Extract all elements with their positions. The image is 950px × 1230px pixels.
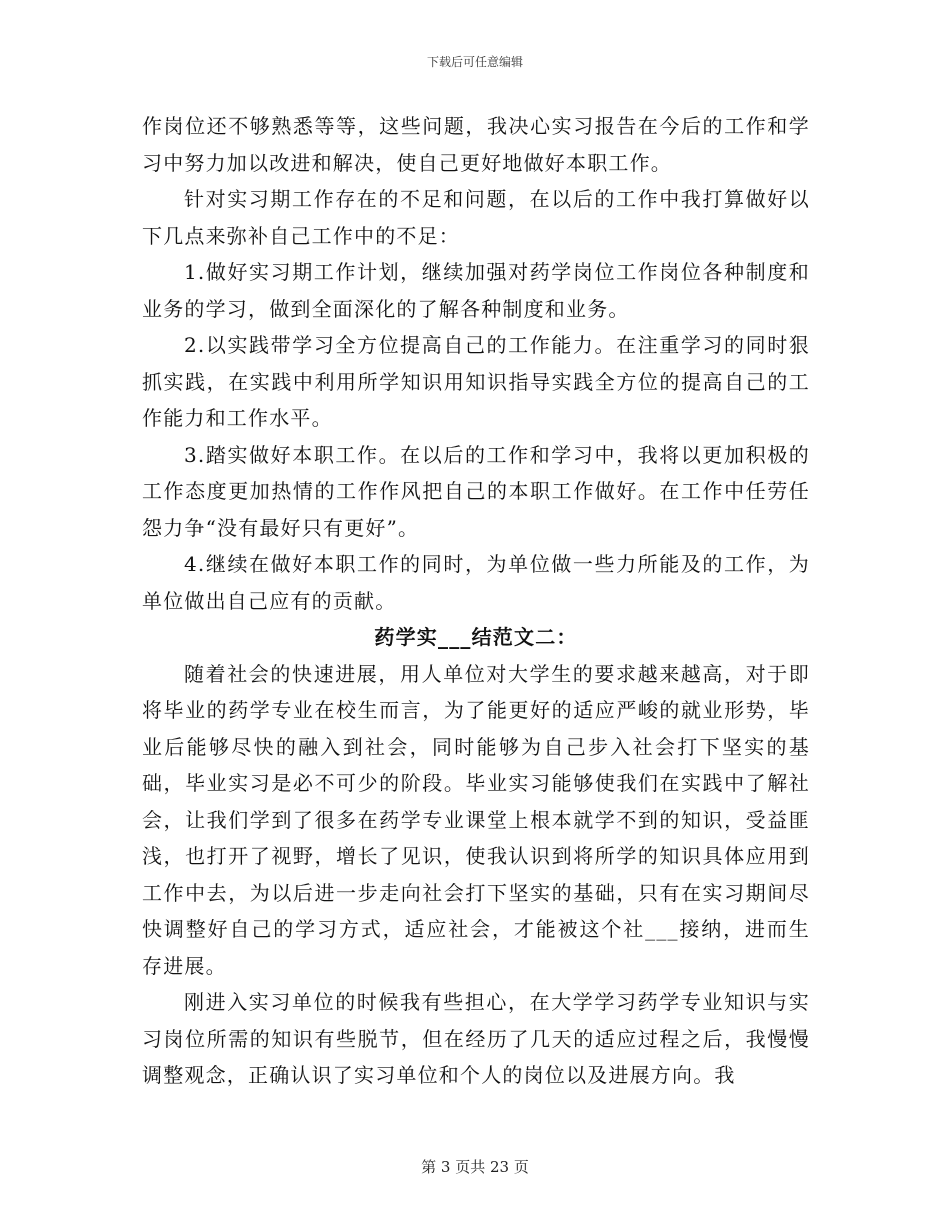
paragraph-7: 随着社会的快速进展，用人单位对大学生的要求越来越高，对于即将毕业的药学专业在校生而言，为了能更好的适应严峻的就业形势，毕业后能够尽快的融入到社会，同时能够为自己步入社会打下坚实的基础，毕业实习是必不可少的阶段。毕业实习能够使我们在实践中了解社会，让我们学到了很多在药学专业课堂上根本就学不到的知识，受益匪浅，也打开了视野，增长了见识，使我认识到将所学的知识具体应用到工作中去，为以后进一步走向社会打下坚实的基础，只有在实习期间尽快调整好自己的学习方式，适应社会，才能被这个社___接纳，进而生存进展。: [142, 661, 810, 978]
document-body: [142, 108, 810, 1094]
paragraph-3: 1.做好实习期工作计划，继续加强对药学岗位工作岗位各种制度和业务的学习，做到全面深化的了解各种制度和业务。: [142, 260, 810, 321]
paragraph-2: 针对实习期工作存在的不足和问题，在以后的工作中我打算做好以下几点来弥补自己工作中的不足：: [142, 187, 810, 248]
page-footer: 第 3 页共 23 页: [421, 1158, 529, 1176]
section-heading: 药学实___结范文二：: [374, 625, 578, 649]
paragraph-1: 作岗位还不够熟悉等等，这些问题，我决心实习报告在今后的工作和学习中努力加以改进和解决，使自己更好地做好本职工作。: [142, 114, 810, 175]
paragraph-4: 2.以实践带学习全方位提高自己的工作能力。在注重学习的同时狠抓实践，在实践中利用所学知识用知识指导实践全方位的提高自己的工作能力和工作水平。: [142, 333, 810, 430]
paragraph-5: 3.踏实做好本职工作。在以后的工作和学习中，我将以更加积极的工作态度更加热情的工作作风把自己的本职工作做好。在工作中任劳任怨力争“没有最好只有更好”。: [142, 442, 810, 540]
paragraph-8: 刚进入实习单位的时候我有些担心，在大学学习药学专业知识与实习岗位所需的知识有些脱节，但在经历了几天的适应过程之后，我慢慢调整观念，正确认识了实习单位和个人的岗位以及进展方向。我: [142, 990, 810, 1087]
paragraph-6: 4.继续在做好本职工作的同时，为单位做一些力所能及的工作，为单位做出自己应有的贡献。: [142, 552, 810, 613]
page-header: 下载后可任意编辑: [426, 55, 523, 69]
